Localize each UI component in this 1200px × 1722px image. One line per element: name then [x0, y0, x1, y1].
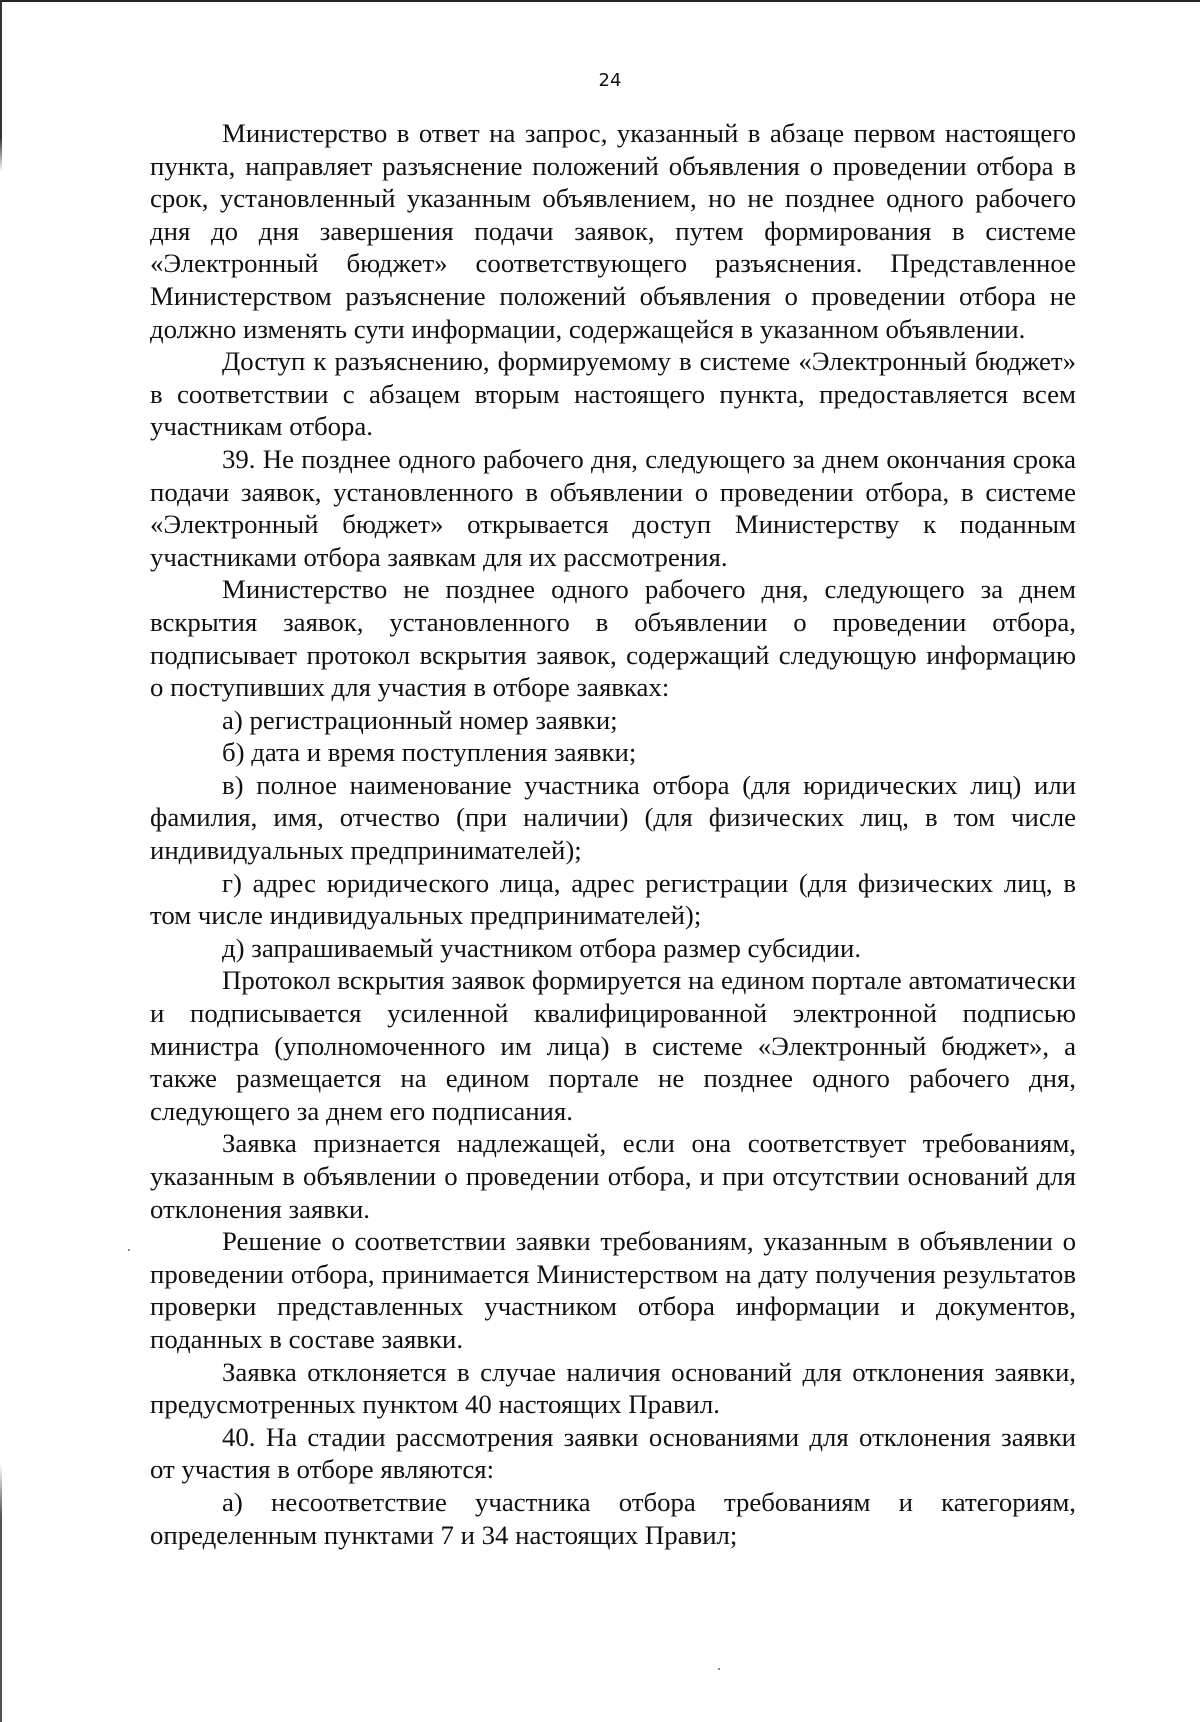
- scan-speck: [718, 1668, 720, 1670]
- paragraph-access: Доступ к разъяснению, формируемому в системе «Электронный бюджет» в соответствии с абзацем вторым настоящего пункта, предоставляется всем участникам отбора.: [150, 346, 1076, 442]
- paragraph-clarification: Министерство в ответ на запрос, указанный в абзаце первом настоящего пункта, направляет разъяснение положений объявления о проведении отбора в срок, установленный указанным объявлением, но не позднее одного рабочего дня до дня завершения подачи заявок, путем формирования в системе «Электронный бюджет» соответствующего разъяснения. Представленное Министерством разъяснение положений объявления о проведении отбора не должно изменять сути информации, содержащейся в указанном объявлении.: [150, 118, 1076, 344]
- paragraph-item-40: 40. На стадии рассмотрения заявки основаниями для отклонения заявки от участия в отборе являются:: [150, 1421, 1076, 1485]
- document-body: [150, 117, 1076, 1551]
- paragraph-rejection: Заявка отклоняется в случае наличия оснований для отклонения заявки, предусмотренных пунктом 40 настоящих Правил.: [150, 1356, 1076, 1420]
- list-item-d-subsidy-amount: д) запрашиваемый участником отбора размер субсидии.: [222, 932, 862, 963]
- paragraph-protocol-signing: Министерство не позднее одного рабочего дня, следующего за днем вскрытия заявок, установленного в объявлении о проведении отбора, подписывает протокол вскрытия заявок, содержащий следующую информацию о поступивших для участия в отборе заявках:: [150, 574, 1076, 703]
- list-item-a-noncompliance: а) несоответствие участника отбора требованиям и категориям, определенным пунктами 7 и 34 настоящих Правил;: [150, 1486, 1076, 1550]
- scan-top-border: [0, 0, 1200, 2]
- page-number: 24: [598, 70, 622, 91]
- list-item-b-date-time: б) дата и время поступления заявки;: [222, 737, 637, 768]
- scan-speck: [128, 1249, 130, 1251]
- paragraph-item-39: 39. Не позднее одного рабочего дня, следующего за днем окончания срока подачи заявок, установленного в объявлении о проведении отбора, в системе «Электронный бюджет» открывается доступ Министерству к поданным участниками отбора заявкам для их рассмотрения.: [150, 443, 1076, 572]
- list-item-v-full-name: в) полное наименование участника отбора (для юридических лиц) или фамилия, имя, отчество (при наличии) (для физических лиц, в том числе индивидуальных предпринимателей);: [150, 769, 1076, 866]
- list-item-a-registration-number: а) регистрационный номер заявки;: [222, 704, 618, 735]
- scan-left-edge: [0, 0, 2, 1722]
- paragraph-protocol-generation: Протокол вскрытия заявок формируется на едином портале автоматически и подписывается усиленной квалифицированной электронной подписью министра (уполномоченного им лица) в системе «Электронный бюджет», а также размещается на едином портале не позднее одного рабочего дня, следующего за днем его подписания.: [150, 965, 1076, 1126]
- paragraph-application-proper: Заявка признается надлежащей, если она соответствует требованиям, указанным в объявлении о проведении отбора, и при отсутствии оснований для отклонения заявки.: [150, 1128, 1076, 1224]
- paragraph-compliance-decision: Решение о соответствии заявки требованиям, указанным в объявлении о проведении отбора, принимается Министерством на дату получения результатов проверки представленных участником отбора информации и документов, поданных в составе заявки.: [150, 1226, 1076, 1354]
- list-item-g-address: г) адрес юридического лица, адрес регистрации (для физических лиц, в том числе индивидуальных предпринимателей);: [150, 867, 1076, 931]
